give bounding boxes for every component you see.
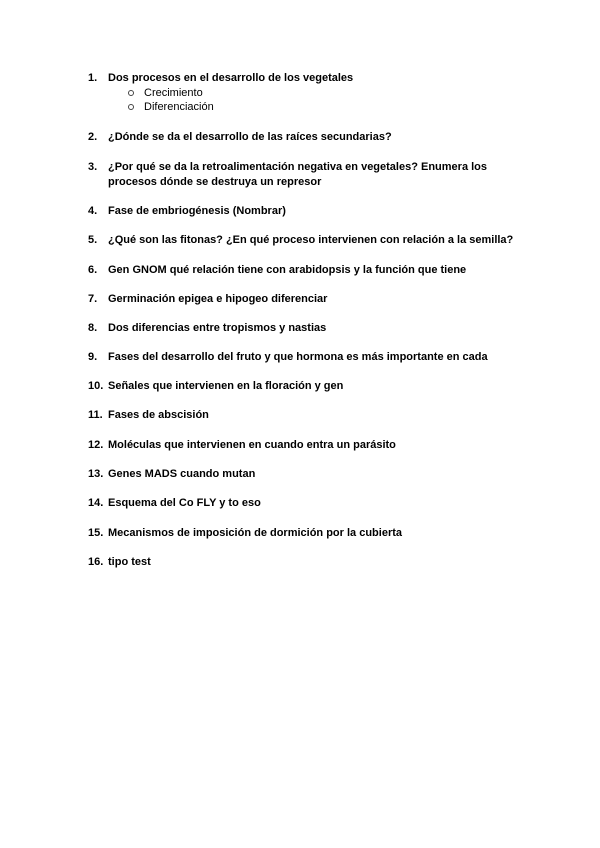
question-text: Gen GNOM qué relación tiene con arabidopsis y la función que tiene xyxy=(108,264,467,276)
question-number: 9. xyxy=(88,351,98,363)
question-text: Esquema del Co FLY y to eso xyxy=(108,497,261,509)
question-text: Fases del desarrollo del fruto y que hormona es más importante en cada xyxy=(108,351,488,363)
hollow-bullet-icon xyxy=(128,104,134,110)
sub-item-text: Diferenciación xyxy=(144,101,214,113)
question-number: 14. xyxy=(88,497,104,509)
question-number: 13. xyxy=(88,468,104,480)
question-number: 6. xyxy=(88,264,98,276)
question-number: 12. xyxy=(88,439,104,451)
question-text: Mecanismos de imposición de dormición por la cubierta xyxy=(108,527,403,539)
question-number: 3. xyxy=(88,161,98,173)
question-number: 10. xyxy=(88,380,104,392)
question-number: 16. xyxy=(88,556,104,568)
question-number: 4. xyxy=(88,205,98,217)
question-number: 11. xyxy=(88,409,103,421)
question-number: 8. xyxy=(88,322,98,334)
question-text: Moléculas que intervienen en cuando entra un parásito xyxy=(108,439,396,451)
question-text: Genes MADS cuando mutan xyxy=(108,468,256,480)
question-text: ¿Por qué se da la retroalimentación negativa en vegetales? Enumera los procesos dónde se destruya un represor xyxy=(108,161,488,188)
question-number: 2. xyxy=(88,131,98,143)
question-text: Fase de embriogénesis (Nombrar) xyxy=(108,205,286,217)
question-text: Germinación epigea e hipogeo diferenciar xyxy=(108,293,328,305)
question-text: Dos procesos en el desarrollo de los vegetales xyxy=(108,72,354,84)
question-text: ¿Qué son las fitonas? ¿En qué proceso intervienen con relación a la semilla? xyxy=(108,234,514,246)
question-text: Fases de abscisión xyxy=(108,409,209,421)
sub-item-text: Crecimiento xyxy=(144,87,203,99)
question-number: 7. xyxy=(88,293,98,305)
question-number: 1. xyxy=(88,72,98,84)
question-text: Dos diferencias entre tropismos y nastias xyxy=(108,322,327,334)
question-text: ¿Dónde se da el desarrollo de las raíces secundarias? xyxy=(108,131,392,143)
question-number: 15. xyxy=(88,527,104,539)
question-text: Señales que intervienen en la floración y gen xyxy=(108,380,344,392)
question-text: tipo test xyxy=(108,556,151,568)
hollow-bullet-icon xyxy=(128,90,134,96)
question-number: 5. xyxy=(88,234,98,246)
